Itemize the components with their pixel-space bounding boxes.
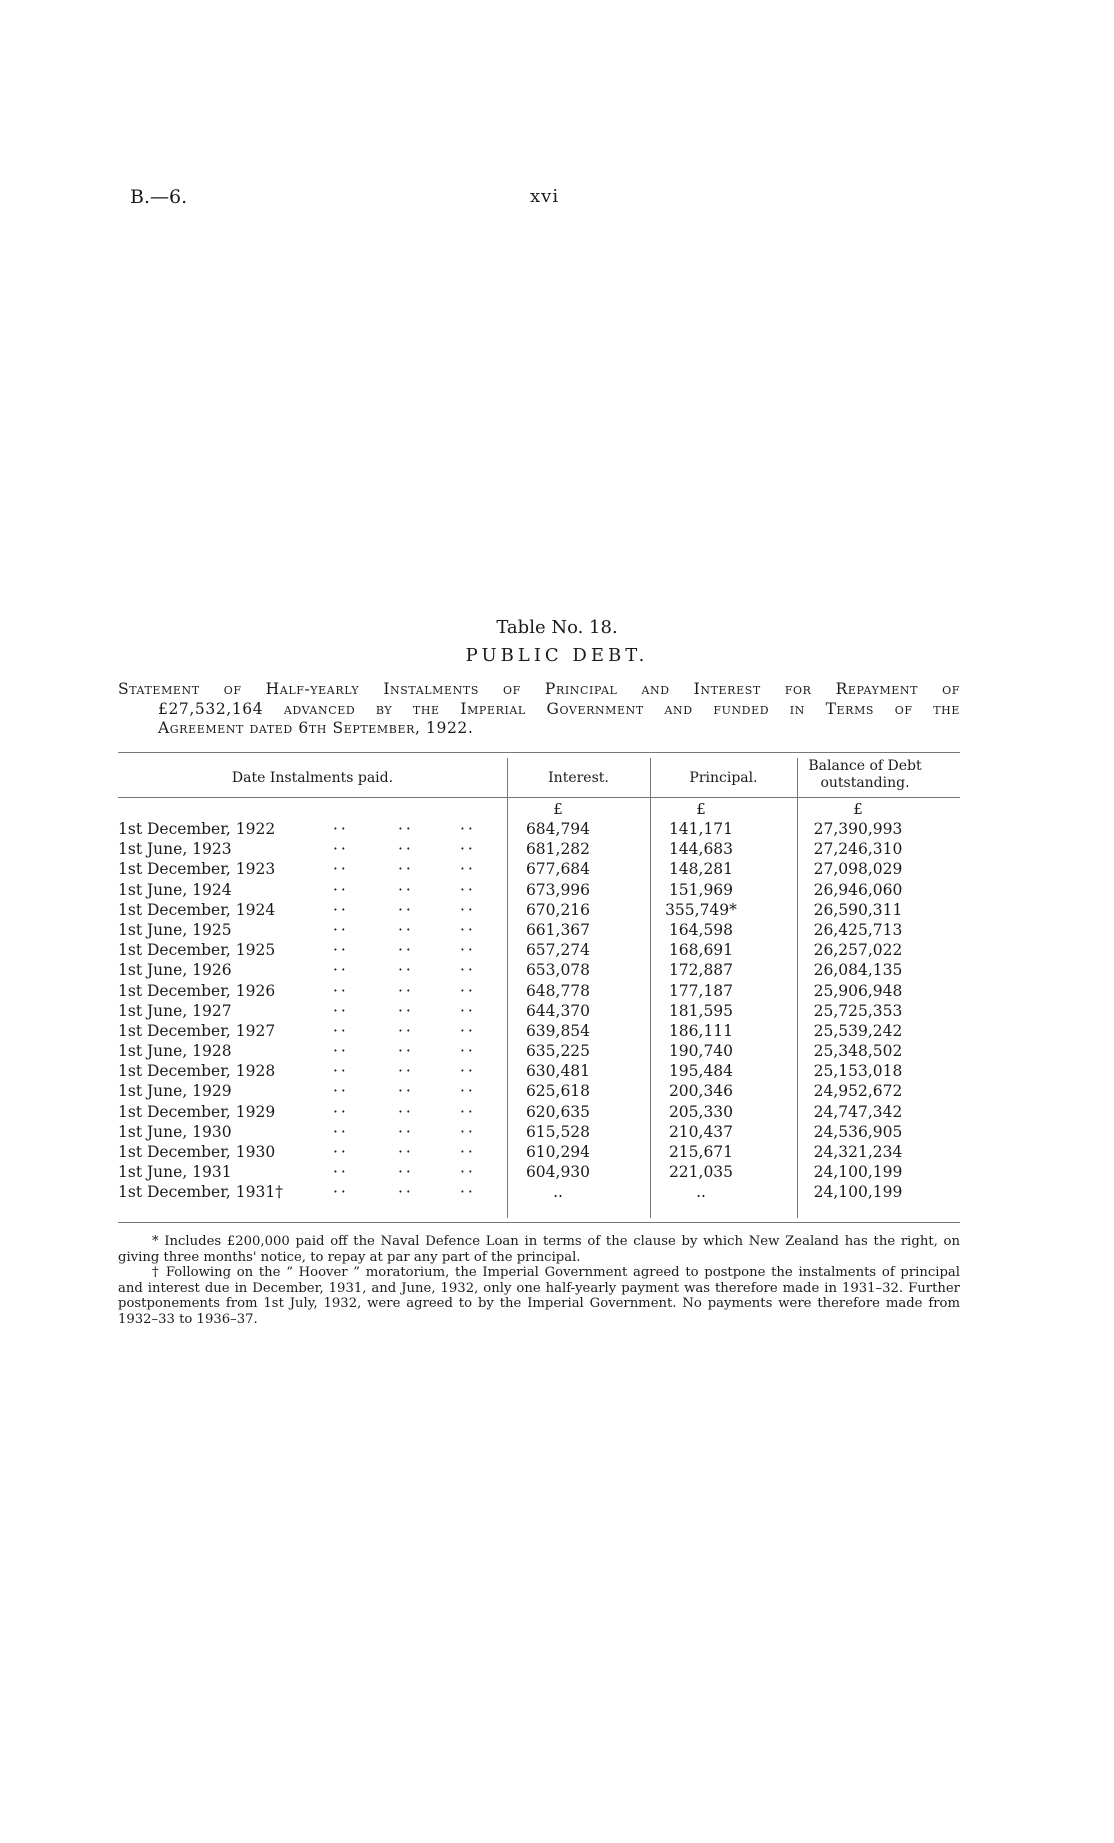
date-cell: 1st December, 1927: [118, 1021, 276, 1040]
balance-cell: 27,390,993: [813, 820, 903, 838]
leader-dots: ··: [398, 880, 414, 899]
balance-cell: 26,425,713: [813, 920, 903, 939]
leader-dots: ··: [398, 860, 414, 879]
leader-dots: ··: [333, 1021, 349, 1040]
balance-cell: 25,153,018: [813, 1062, 903, 1081]
balance-cell: 25,725,353: [813, 1001, 903, 1020]
leader-dots: ··: [398, 941, 414, 960]
table-row: [118, 961, 960, 981]
leader-dots: ··: [460, 1102, 476, 1121]
balance-cell: 24,536,905: [813, 1122, 903, 1141]
statement-line-3: Agreement dated 6th September, 1922.: [158, 719, 474, 737]
leader-dots: ··: [398, 1183, 414, 1202]
table-row: [118, 1123, 960, 1143]
leader-dots: ··: [398, 981, 414, 1000]
leader-dots: ··: [460, 1082, 476, 1101]
date-cell: 1st December, 1928: [118, 1062, 276, 1081]
leader-dots: ··: [333, 1042, 349, 1061]
table-row: [118, 881, 960, 901]
interest-cell: 661,367: [525, 920, 591, 939]
table-row: [118, 1103, 960, 1123]
leader-dots: ··: [333, 1001, 349, 1020]
leader-dots: ··: [460, 860, 476, 879]
page-reference: B.—6.: [130, 186, 188, 208]
balance-cell: 26,257,022: [813, 941, 903, 960]
principal-cell: 181,595: [668, 1001, 734, 1020]
interest-cell: 653,078: [525, 961, 591, 980]
interest-cell: 673,996: [525, 880, 591, 899]
principal-cell: 355,749*: [665, 900, 737, 919]
interest-cell: 677,684: [525, 860, 591, 879]
date-cell: 1st June, 1931: [118, 1163, 232, 1182]
leader-dots: ··: [398, 1042, 414, 1061]
table-row: [118, 941, 960, 961]
table-statement: [118, 680, 960, 739]
header-date: Date Instalments paid.: [231, 770, 394, 786]
leader-dots: ··: [398, 920, 414, 939]
leader-dots: ··: [333, 920, 349, 939]
leader-dots: ··: [333, 1122, 349, 1141]
interest-cell: ..: [553, 1183, 563, 1202]
balance-cell: 26,084,135: [813, 961, 903, 980]
interest-cell: 648,778: [525, 981, 591, 1000]
table-row: [118, 1042, 960, 1062]
leader-dots: ··: [398, 1082, 414, 1101]
leader-dots: ··: [398, 840, 414, 859]
balance-cell: 24,747,342: [813, 1102, 903, 1121]
date-cell: 1st December, 1926: [118, 981, 276, 1000]
balance-cell: 25,906,948: [813, 981, 903, 1000]
date-cell: 1st December, 1922: [118, 820, 276, 838]
date-cell: 1st December, 1924: [118, 900, 276, 919]
date-cell: 1st December, 1925: [118, 941, 276, 960]
balance-cell: 27,098,029: [813, 860, 903, 879]
leader-dots: ··: [398, 1163, 414, 1182]
table-row: [118, 1022, 960, 1042]
principal-cell: 164,598: [668, 920, 734, 939]
balance-cell: 24,952,672: [813, 1082, 903, 1101]
date-cell: 1st June, 1927: [118, 1001, 232, 1020]
principal-cell: 144,683: [668, 840, 734, 859]
leader-dots: ··: [460, 840, 476, 859]
table-row: [118, 1082, 960, 1102]
leader-dots: ··: [398, 1021, 414, 1040]
table-row: [118, 840, 960, 860]
balance-cell: 26,946,060: [813, 880, 903, 899]
table-row: [118, 1002, 960, 1022]
table-row: [118, 921, 960, 941]
table-heading: PUBLIC DEBT.: [465, 645, 649, 666]
balance-cell: 27,246,310: [813, 840, 903, 859]
principal-cell: 186,111: [668, 1021, 734, 1040]
table-row: [118, 1163, 960, 1183]
date-cell: 1st December, 1931†: [118, 1183, 283, 1202]
footnote-2: † Following on the “ Hoover ” moratorium, the Imperial Government agreed to postpone the instalments of principal and interest due in December, 1931, and June, 1932, only one half-yearly payment was therefore made in 1931–32. Further postponements from 1st July, 1932, were agreed to by the Imperial Government. No payments were therefore made from 1932–33 to 1936–37.: [118, 1265, 960, 1327]
principal-cell: 221,035: [668, 1163, 734, 1182]
principal-cell: 168,691: [668, 941, 734, 960]
leader-dots: ··: [333, 1163, 349, 1182]
leader-dots: ··: [460, 820, 476, 838]
leader-dots: ··: [333, 860, 349, 879]
statement-line-1: Statement of Half-yearly Instalments of Principal and Interest for Repayment of: [118, 680, 960, 698]
date-cell: 1st June, 1928: [118, 1042, 232, 1061]
unit-principal: £: [696, 800, 706, 818]
date-cell: 1st June, 1926: [118, 961, 232, 980]
leader-dots: ··: [398, 900, 414, 919]
leader-dots: ··: [460, 941, 476, 960]
leader-dots: ··: [460, 920, 476, 939]
balance-cell: 24,100,199: [813, 1163, 903, 1182]
unit-interest: £: [553, 800, 563, 818]
table-row: [118, 1143, 960, 1163]
leader-dots: ··: [460, 1143, 476, 1161]
interest-cell: 604,930: [525, 1163, 591, 1182]
principal-cell: 205,330: [668, 1102, 734, 1121]
principal-cell: 210,437: [668, 1122, 734, 1141]
table-body: [118, 820, 960, 1204]
leader-dots: ··: [460, 900, 476, 919]
leader-dots: ··: [333, 1102, 349, 1121]
leader-dots: ··: [460, 880, 476, 899]
leader-dots: ··: [460, 1042, 476, 1061]
header-balance: Balance of Debt outstanding.: [808, 758, 922, 791]
table-row: [118, 1183, 960, 1203]
date-cell: 1st December, 1929: [118, 1102, 276, 1121]
table-row: [118, 901, 960, 921]
leader-dots: ··: [460, 1062, 476, 1081]
leader-dots: ··: [460, 961, 476, 980]
principal-cell: 151,969: [668, 880, 734, 899]
interest-cell: 620,635: [525, 1102, 591, 1121]
leader-dots: ··: [398, 961, 414, 980]
header-interest: Interest.: [548, 770, 609, 786]
leader-dots: ··: [333, 840, 349, 859]
leader-dots: ··: [398, 1001, 414, 1020]
principal-cell: 172,887: [668, 961, 734, 980]
leader-dots: ··: [460, 1122, 476, 1141]
principal-cell: 148,281: [668, 860, 734, 879]
leader-dots: ··: [333, 1143, 349, 1161]
date-cell: 1st June, 1923: [118, 840, 232, 859]
interest-cell: 635,225: [525, 1042, 591, 1061]
date-cell: 1st June, 1930: [118, 1122, 232, 1141]
leader-dots: ··: [398, 820, 414, 838]
interest-cell: 610,294: [525, 1143, 591, 1161]
interest-cell: 644,370: [525, 1001, 591, 1020]
leader-dots: ··: [333, 1062, 349, 1081]
interest-cell: 639,854: [525, 1021, 591, 1040]
principal-cell: 215,671: [668, 1143, 734, 1161]
leader-dots: ··: [460, 981, 476, 1000]
leader-dots: ··: [398, 1062, 414, 1081]
leader-dots: ··: [333, 1183, 349, 1202]
date-cell: 1st June, 1924: [118, 880, 232, 899]
balance-cell: 25,348,502: [813, 1042, 903, 1061]
leader-dots: ··: [333, 900, 349, 919]
interest-cell: 684,794: [525, 820, 591, 838]
principal-cell: 190,740: [668, 1042, 734, 1061]
date-cell: 1st June, 1929: [118, 1082, 232, 1101]
interest-cell: 681,282: [525, 840, 591, 859]
footnotes: [118, 1234, 960, 1328]
table-number: Table No. 18.: [496, 617, 618, 638]
leader-dots: ··: [333, 1082, 349, 1101]
interest-cell: 670,216: [525, 900, 591, 919]
balance-cell: 26,590,311: [813, 900, 903, 919]
leader-dots: ··: [398, 1143, 414, 1161]
leader-dots: ··: [333, 961, 349, 980]
interest-cell: 615,528: [525, 1122, 591, 1141]
interest-cell: 625,618: [525, 1082, 591, 1101]
leader-dots: ··: [333, 941, 349, 960]
unit-balance: £: [853, 800, 863, 818]
table-bottom-rule: [118, 1222, 960, 1223]
principal-cell: 177,187: [668, 981, 734, 1000]
table-row: [118, 1062, 960, 1082]
date-cell: 1st December, 1930: [118, 1143, 276, 1161]
table-row: [118, 982, 960, 1002]
table-row: [118, 820, 960, 840]
leader-dots: ··: [460, 1001, 476, 1020]
leader-dots: ··: [460, 1163, 476, 1182]
table-top-rule: [118, 752, 960, 753]
leader-dots: ··: [333, 981, 349, 1000]
principal-cell: ..: [696, 1183, 706, 1202]
interest-cell: 657,274: [525, 941, 591, 960]
leader-dots: ··: [333, 820, 349, 838]
page-number: xvi: [530, 186, 560, 207]
header-bottom-rule: [118, 797, 960, 798]
statement-line-2: £27,532,164 advanced by the Imperial Government and funded in Terms of the: [158, 699, 960, 718]
principal-cell: 195,484: [668, 1062, 734, 1081]
principal-cell: 200,346: [668, 1082, 734, 1101]
date-cell: 1st December, 1923: [118, 860, 276, 879]
table-row: [118, 860, 960, 880]
date-cell: 1st June, 1925: [118, 920, 232, 939]
balance-cell: 24,321,234: [813, 1143, 903, 1161]
leader-dots: ··: [333, 880, 349, 899]
leader-dots: ··: [398, 1122, 414, 1141]
principal-cell: 141,171: [668, 820, 734, 838]
interest-cell: 630,481: [525, 1062, 591, 1081]
footnote-1: * Includes £200,000 paid off the Naval Defence Loan in terms of the clause by which New Zealand has the right, on giving three months' notice, to repay at par any part of the principal.: [118, 1234, 960, 1265]
leader-dots: ··: [460, 1021, 476, 1040]
balance-cell: 25,539,242: [813, 1021, 903, 1040]
leader-dots: ··: [460, 1183, 476, 1202]
balance-cell: 24,100,199: [813, 1183, 903, 1202]
header-principal: Principal.: [689, 770, 758, 786]
leader-dots: ··: [398, 1102, 414, 1121]
